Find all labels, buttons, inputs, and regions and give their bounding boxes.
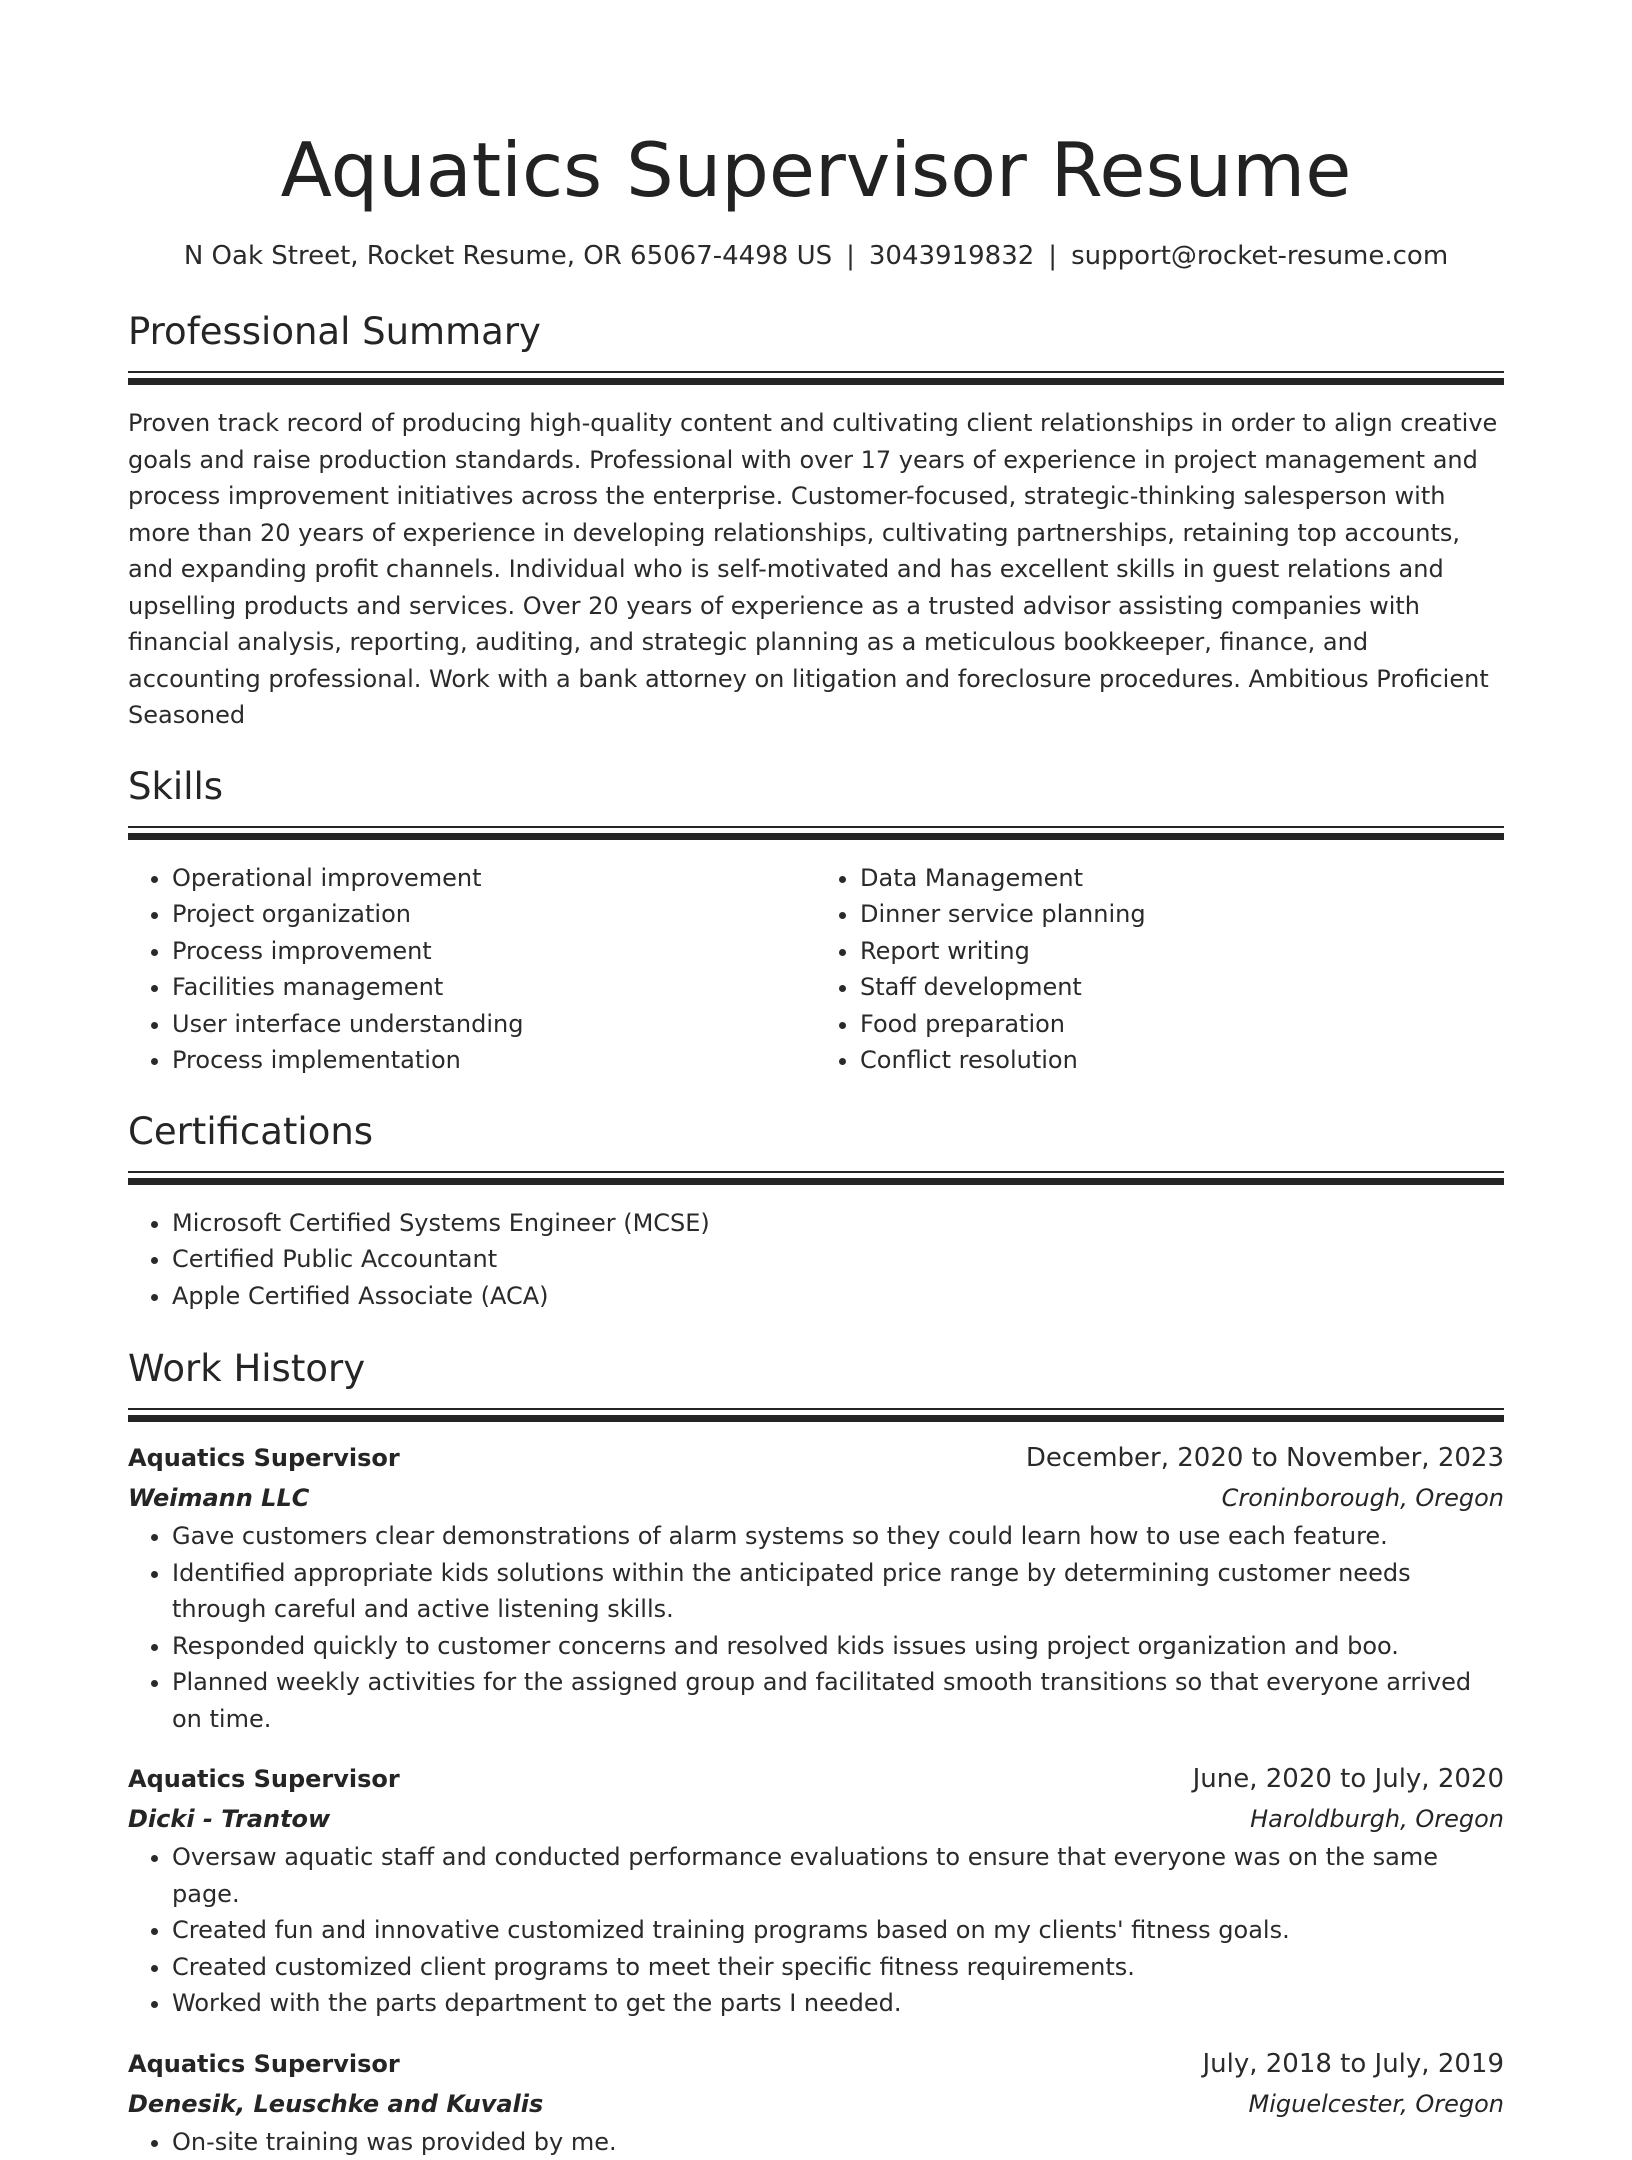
job-entry [128,2044,1504,2160]
work-history-heading: Work History [128,1344,1504,1394]
section-divider [128,1171,1504,1185]
contact-address: N Oak Street, Rocket Resume, OR 65067-4498 US [184,241,832,271]
skill-item: • Facilities management [172,969,816,1006]
work-history-section [128,1344,1504,2160]
job-bullet: • On-site training was provided by me. [172,2124,1504,2160]
skill-item: • Conflict resolution [860,1042,1504,1079]
section-divider [128,1408,1504,1422]
skill-item: • Data Management [860,860,1504,897]
job-title: Aquatics Supervisor [128,1438,400,1478]
certifications-section [128,1107,1504,1315]
skill-item: • Project organization [172,896,816,933]
job-company: Weimann LLC [128,1478,309,1518]
job-bullet: • Worked with the parts department to get the parts I needed. [172,1985,1504,2022]
skill-item: • Report writing [860,933,1504,970]
contact-separator: | [1034,238,1071,274]
job-bullet: • Oversaw aquatic staff and conducted performance evaluations to ensure that everyone was on the same page. [172,1839,1504,1912]
job-dates: July, 2018 to July, 2019 [1202,2044,1504,2084]
skill-item: • Process improvement [172,933,816,970]
contact-phone: 3043919832 [869,241,1034,271]
skill-item: • Dinner service planning [860,896,1504,933]
job-bullet: • Responded quickly to customer concerns and resolved kids issues using project organization and boo. [172,1628,1504,1665]
skills-columns [128,860,1504,1079]
job-entry [128,1438,1504,1737]
job-company: Denesik, Leuschke and Kuvalis [128,2084,543,2124]
job-dates: December, 2020 to November, 2023 [1026,1438,1504,1478]
certifications-heading: Certifications [128,1107,1504,1157]
job-bullet: • Created fun and innovative customized training programs based on my clients' fitness goals. [172,1912,1504,1949]
job-location: Miguelcester, Oregon [1249,2084,1504,2124]
job-title: Aquatics Supervisor [128,1759,400,1799]
certification-item: • Certified Public Accountant [172,1241,1504,1278]
section-divider [128,371,1504,385]
certifications-list [128,1205,1504,1315]
contact-separator: | [832,238,869,274]
skills-list-right [816,860,1504,1079]
summary-text: Proven track record of producing high-quality content and cultivating client relationships in order to align creative goals and raise production standards. Professional with over 17 years of experience in project management and process improvement initiatives across the enterprise. Customer-focused, strategic-thinking salesperson with more than 20 years of experience in developing relationships, cultivating partnerships, retaining top accounts, and expanding profit channels. Individual who is self-motivated and has excellent skills in guest relations and upselling products and services. Over 20 years of experience as a trusted advisor assisting companies with financial analysis, reporting, auditing, and strategic planning as a meticulous bookkeeper, finance, and accounting professional. Work with a bank attorney on litigation and foreclosure procedures. Ambitious Proficient Seasoned [128,405,1504,734]
job-dates: June, 2020 to July, 2020 [1193,1759,1504,1799]
job-bullet: • Gave customers clear demonstrations of alarm systems so they could learn how to use each feature. [172,1518,1504,1555]
skill-item: • Staff development [860,969,1504,1006]
skills-list-left [128,860,816,1079]
summary-heading: Professional Summary [128,307,1504,357]
job-bullet: • Planned weekly activities for the assigned group and facilitated smooth transitions so that everyone arrived on time. [172,1664,1504,1737]
job-entry [128,1759,1504,2022]
contact-email[interactable]: support@rocket-resume.com [1071,241,1448,271]
job-bullet: • Identified appropriate kids solutions within the anticipated price range by determining customer needs through careful and active listening skills. [172,1555,1504,1628]
certification-item: • Microsoft Certified Systems Engineer (MCSE) [172,1205,1504,1242]
resume-page [128,0,1504,2160]
skill-item: • Food preparation [860,1006,1504,1043]
job-location: Croninborough, Oregon [1222,1478,1504,1518]
job-title: Aquatics Supervisor [128,2044,400,2084]
job-company: Dicki - Trantow [128,1799,330,1839]
summary-section [128,307,1504,734]
skill-item: • Operational improvement [172,860,816,897]
contact-line [128,238,1504,274]
skill-item: • Process implementation [172,1042,816,1079]
job-bullet: • Created customized client programs to meet their specific fitness requirements. [172,1949,1504,1986]
certification-item: • Apple Certified Associate (ACA) [172,1278,1504,1315]
resume-title: Aquatics Supervisor Resume [128,122,1504,218]
skill-item: • User interface understanding [172,1006,816,1043]
job-bullets [128,1518,1504,1737]
skills-section [128,762,1504,1079]
skills-heading: Skills [128,762,1504,812]
job-location: Haroldburgh, Oregon [1250,1799,1504,1839]
section-divider [128,826,1504,840]
job-bullets [128,1839,1504,2022]
job-bullets [128,2124,1504,2160]
